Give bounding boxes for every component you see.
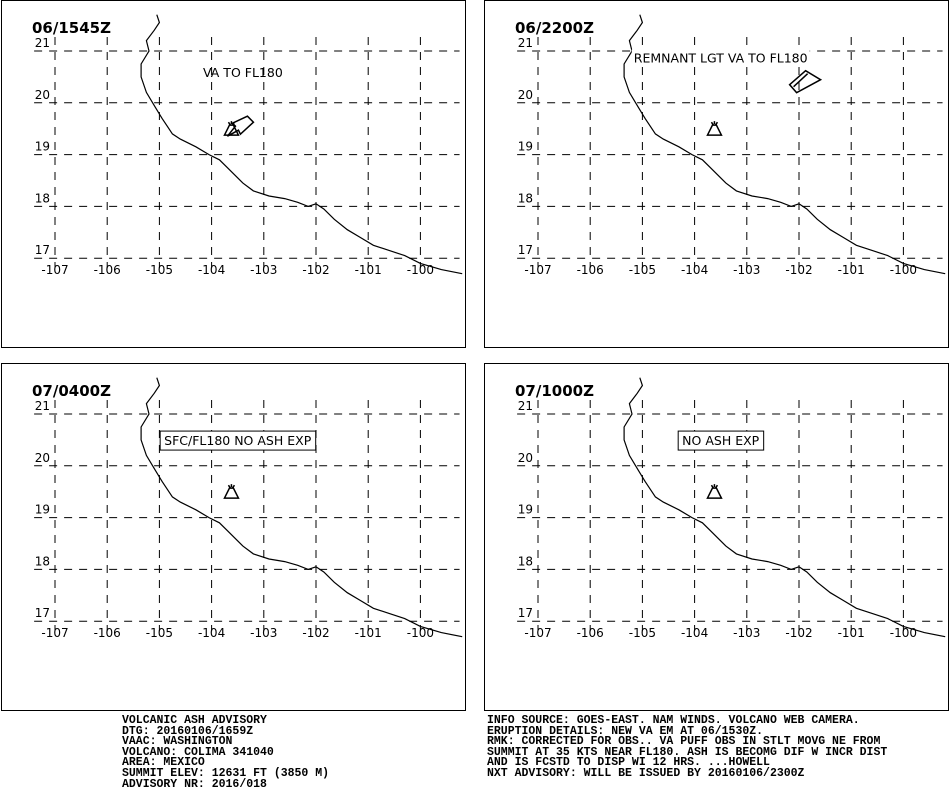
map-canvas: [2, 1, 467, 349]
volcano-icon: [224, 484, 238, 498]
longitude-tick-label: -107: [524, 263, 552, 278]
longitude-tick-label: -103: [733, 626, 761, 641]
latitude-tick-label: 19: [517, 139, 533, 154]
longitude-tick-label: -101: [837, 263, 865, 278]
longitude-tick-label: -100: [406, 263, 435, 278]
longitude-tick-label: -107: [41, 626, 69, 641]
advisory-remarks-block: [487, 716, 887, 780]
advisory-line: VOLCANO: COLIMA 341040: [122, 745, 274, 759]
longitude-tick-label: -101: [354, 263, 382, 278]
longitude-tick-label: -105: [145, 263, 174, 278]
forecast-label: VA TO FL180: [203, 64, 283, 80]
forecast-label: SFC/FL180 NO ASH EXP: [164, 433, 312, 449]
remarks-line: AND IS FCSTD TO DISP WI 12 HRS. ...HOWELL: [487, 756, 770, 770]
longitude-tick-label: -103: [250, 263, 278, 278]
longitude-tick-label: -100: [889, 626, 918, 641]
advisory-line: SUMMIT ELEV: 12631 FT (3850 M): [122, 766, 330, 780]
latitude-tick-label: 21: [34, 399, 50, 413]
ash-cloud-outline: [227, 116, 253, 136]
volcano-icon: [707, 121, 721, 135]
remarks-line: ERUPTION DETAILS: NEW VA EM AT 06/1530Z.: [487, 724, 764, 738]
coastline: [141, 15, 462, 274]
latitude-tick-label: 18: [34, 191, 50, 206]
panel-time-label: 06/2200Z: [515, 19, 594, 37]
latitude-tick-label: 21: [34, 36, 50, 50]
longitude-tick-label: -102: [302, 263, 330, 278]
map-canvas: [2, 364, 467, 712]
graticule: [517, 37, 942, 268]
forecast-label: REMNANT LGT VA TO FL180: [633, 50, 808, 66]
latitude-tick-label: 19: [517, 502, 533, 517]
latitude-tick-label: 21: [517, 399, 533, 413]
longitude-tick-label: -104: [197, 263, 226, 278]
coastline: [624, 378, 945, 637]
panel-time-label: 07/1000Z: [515, 382, 594, 400]
longitude-tick-label: -105: [145, 626, 174, 641]
longitude-tick-label: -103: [250, 626, 278, 641]
longitude-tick-label: -106: [93, 263, 121, 278]
latitude-tick-label: 20: [517, 87, 533, 102]
forecast-panel-2: [484, 0, 949, 348]
map-canvas: [485, 1, 950, 349]
latitude-tick-label: 19: [34, 502, 50, 517]
remarks-line: INFO SOURCE: GOES-EAST. NAM WINDS. VOLCANO WEB CAMERA.: [487, 714, 860, 727]
volcano-icon: [224, 121, 238, 135]
longitude-tick-label: -107: [524, 626, 552, 641]
map-canvas: [485, 364, 950, 712]
remarks-line: SUMMIT AT 35 KTS NEAR FL180. ASH IS BECOMG DIF W INCR DIST: [487, 745, 888, 759]
latitude-tick-label: 17: [34, 243, 50, 258]
longitude-tick-label: -105: [628, 263, 657, 278]
longitude-tick-label: -104: [680, 626, 709, 641]
latitude-tick-label: 21: [517, 36, 533, 50]
advisory-line: VOLCANIC ASH ADVISORY: [122, 714, 267, 727]
longitude-tick-label: -100: [889, 263, 918, 278]
forecast-label: NO ASH EXP: [682, 433, 760, 449]
latitude-tick-label: 20: [34, 87, 50, 102]
longitude-tick-label: -102: [302, 626, 330, 641]
latitude-tick-label: 20: [517, 450, 533, 465]
latitude-tick-label: 17: [517, 606, 533, 621]
forecast-panel-4: [484, 363, 949, 711]
panel-time-label: 06/1545Z: [32, 19, 111, 37]
forecast-panel-3: [1, 363, 466, 711]
forecast-panel-1: [1, 0, 466, 348]
longitude-tick-label: -106: [576, 626, 604, 641]
advisory-line: DTG: 20160106/1659Z: [122, 724, 254, 738]
advisory-header-block: [122, 716, 329, 790]
longitude-tick-label: -105: [628, 626, 657, 641]
longitude-tick-label: -106: [576, 263, 604, 278]
latitude-tick-label: 18: [34, 554, 50, 569]
latitude-tick-label: 17: [34, 606, 50, 621]
longitude-tick-label: -104: [197, 626, 226, 641]
advisory-line: AREA: MEXICO: [122, 756, 205, 770]
longitude-tick-label: -101: [354, 626, 382, 641]
longitude-tick-label: -102: [785, 263, 813, 278]
advisory-line: ADVISORY NR: 2016/018: [122, 777, 267, 791]
longitude-tick-label: -102: [785, 626, 813, 641]
longitude-tick-label: -101: [837, 626, 865, 641]
longitude-tick-label: -104: [680, 263, 709, 278]
longitude-tick-label: -106: [93, 626, 121, 641]
remarks-line: NXT ADVISORY: WILL BE ISSUED BY 20160106/2300Z: [487, 766, 805, 780]
volcano-icon: [707, 484, 721, 498]
longitude-tick-label: -100: [406, 626, 435, 641]
coastline: [141, 378, 462, 637]
latitude-tick-label: 18: [517, 191, 533, 206]
remarks-line: RMK: CORRECTED FOR OBS.. VA PUFF OBS IN STLT MOVG NE FROM: [487, 735, 881, 749]
latitude-tick-label: 17: [517, 243, 533, 258]
longitude-tick-label: -107: [41, 263, 69, 278]
latitude-tick-label: 18: [517, 554, 533, 569]
ash-cloud-outline: [790, 71, 821, 93]
panel-time-label: 07/0400Z: [32, 382, 111, 400]
longitude-tick-label: -103: [733, 263, 761, 278]
latitude-tick-label: 20: [34, 450, 50, 465]
advisory-line: VAAC: WASHINGTON: [122, 735, 233, 749]
latitude-tick-label: 19: [34, 139, 50, 154]
